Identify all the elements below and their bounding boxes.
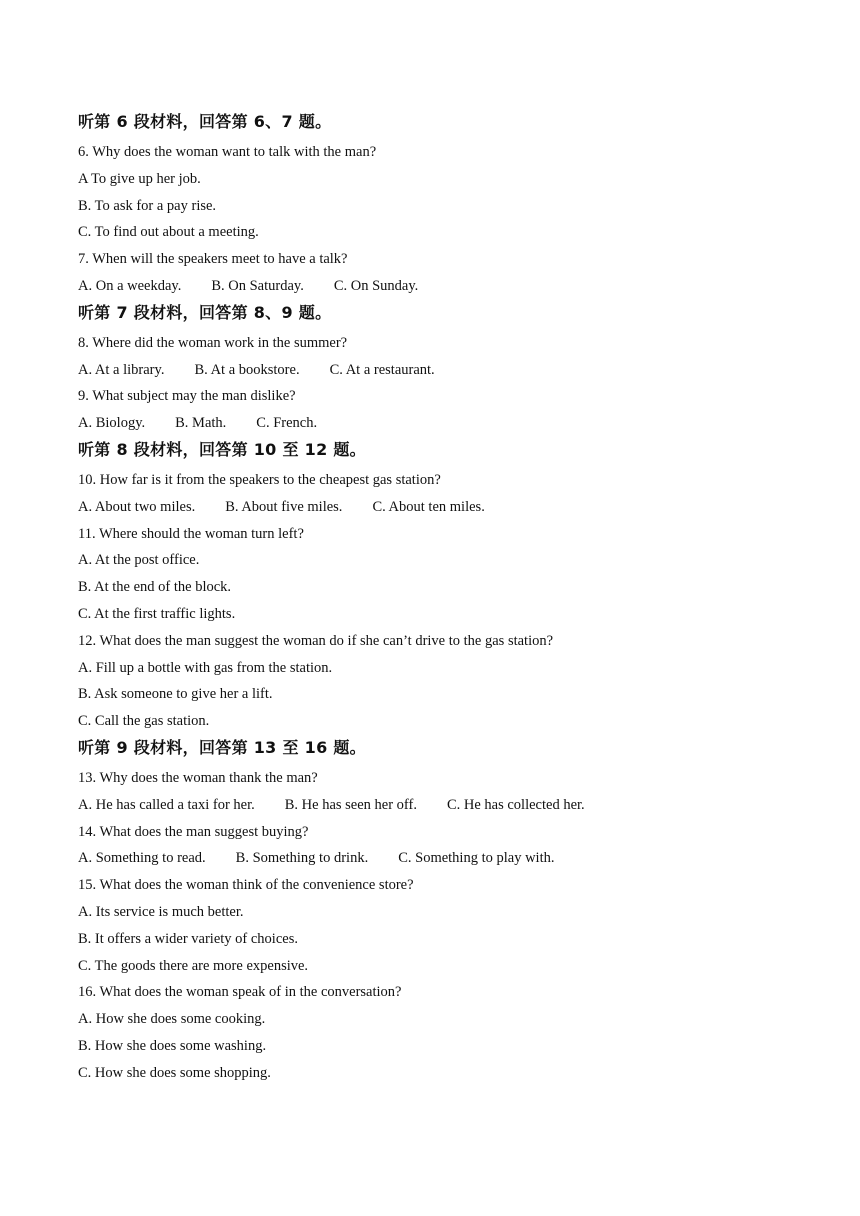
answer-option: A. Its service is much better.	[78, 903, 244, 920]
answer-option: B. About five miles.	[225, 498, 343, 515]
answer-options-row	[78, 357, 818, 384]
answer-options-row	[78, 410, 818, 437]
answer-option: C. Call the gas station.	[78, 713, 210, 730]
question-text: 9. What subject may the man dislike?	[78, 388, 296, 405]
question-text: 8. Where did the woman work in the summer?	[78, 334, 348, 351]
answer-option: B. Math.	[175, 415, 227, 432]
answer-option: A. How she does some cooking.	[78, 1011, 266, 1028]
answer-option: C. At a restaurant.	[329, 361, 435, 378]
answer-option: C. French.	[256, 415, 318, 432]
answer-option: C. How she does some shopping.	[78, 1064, 271, 1081]
answer-option: B. At a bookstore.	[194, 361, 300, 378]
document-body	[78, 109, 818, 1087]
question-text: 6. Why does the woman want to talk with the man?	[78, 144, 377, 160]
answer-option: A. On a weekday.	[78, 277, 182, 294]
answer-option: C. Something to play with.	[398, 850, 555, 867]
answer-option: A. Fill up a bottle with gas from the station.	[78, 659, 333, 676]
answer-option: A. At the post office.	[78, 552, 200, 569]
answer-options-row	[78, 494, 818, 521]
answer-option: C. To find out about a meeting.	[78, 224, 259, 241]
question-section	[78, 437, 818, 735]
question-text: 12. What does the man suggest the woman do if she can’t drive to the gas station?	[78, 632, 554, 649]
question-text: 7. When will the speakers meet to have a talk?	[78, 251, 348, 268]
answer-option: A. He has called a taxi for her.	[78, 796, 255, 813]
answer-option: A. About two miles.	[78, 498, 196, 515]
section-heading: 听第 8 段材料，回答第 10 至 12 题。	[78, 439, 366, 459]
question-text: 14. What does the man suggest buying?	[78, 823, 309, 840]
section-heading: 听第 6 段材料，回答第 6、7 题。	[78, 112, 332, 131]
answer-option: C. The goods there are more expensive.	[78, 957, 309, 974]
answer-option: B. How she does some washing.	[78, 1037, 267, 1054]
answer-options-row	[78, 273, 818, 300]
answer-option: B. To ask for a pay rise.	[78, 197, 217, 214]
question-text: 13. Why does the woman thank the man?	[78, 769, 318, 786]
answer-option: A. Something to read.	[78, 850, 206, 867]
answer-option: B. At the end of the block.	[78, 579, 232, 596]
answer-option: C. At the first traffic lights.	[78, 605, 236, 622]
question-text: 10. How far is it from the speakers to the cheapest gas station?	[78, 471, 441, 488]
section-heading: 听第 7 段材料，回答第 8、9 题。	[78, 302, 332, 322]
answer-option: B. It offers a wider variety of choices.	[78, 930, 298, 947]
answer-option: C. On Sunday.	[333, 277, 419, 294]
section-heading: 听第 9 段材料，回答第 13 至 16 题。	[78, 737, 366, 757]
answer-option: A. Biology.	[78, 415, 146, 432]
answer-options-row	[78, 792, 818, 819]
question-text: 11. Where should the woman turn left?	[78, 525, 304, 542]
question-section	[78, 300, 818, 437]
question-section	[78, 735, 818, 1087]
answer-option: C. He has collected her.	[446, 796, 585, 813]
question-section	[78, 109, 818, 300]
answer-option: B. Something to drink.	[235, 850, 369, 867]
answer-option: B. On Saturday.	[211, 277, 304, 294]
answer-option: A To give up her job.	[78, 170, 201, 187]
question-text: 15. What does the woman think of the convenience store?	[78, 877, 414, 894]
answer-options-row	[78, 845, 818, 872]
question-text: 16. What does the woman speak of in the conversation?	[78, 984, 402, 1001]
answer-option: B. Ask someone to give her a lift.	[78, 686, 273, 703]
answer-option: C. About ten miles.	[372, 498, 485, 515]
answer-option: A. At a library.	[78, 361, 165, 378]
answer-option: B. He has seen her off.	[284, 796, 417, 813]
